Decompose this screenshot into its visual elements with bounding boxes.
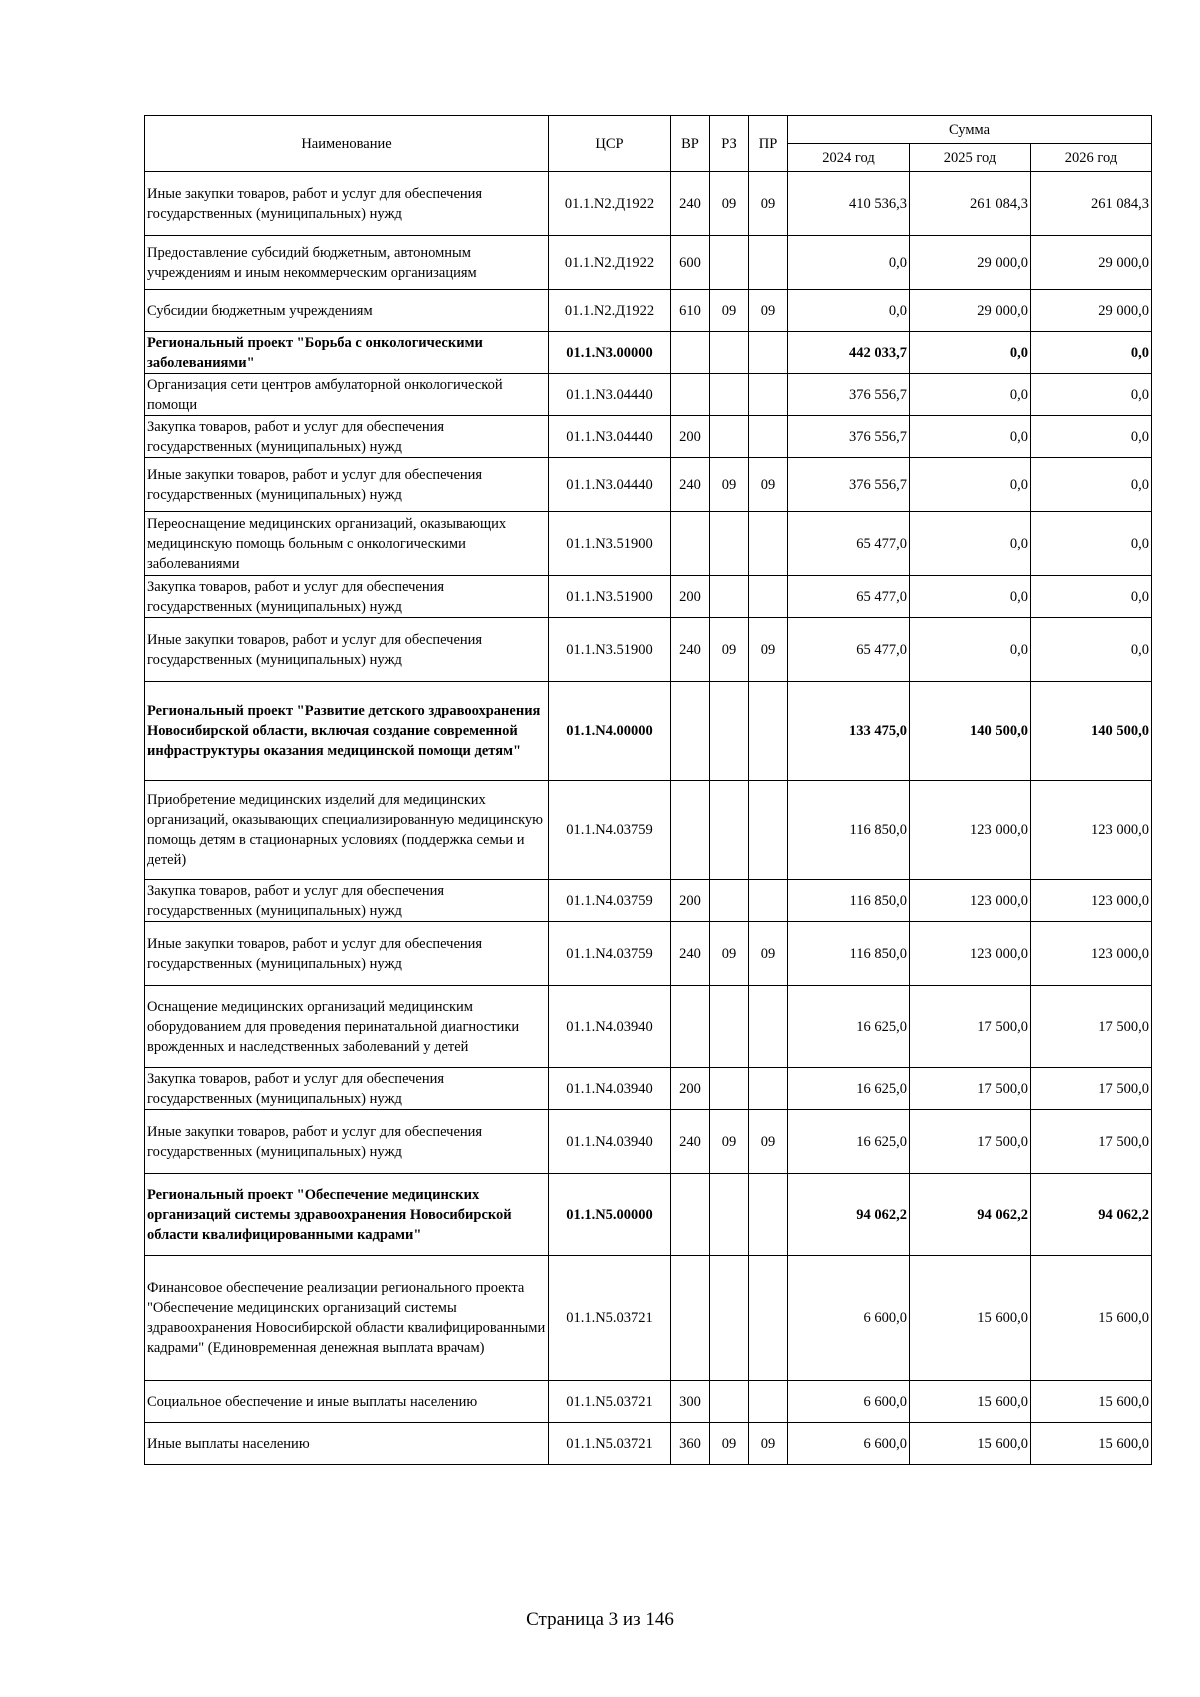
table-row bbox=[145, 1423, 1152, 1465]
cell-name: Иные выплаты населению bbox=[145, 1423, 549, 1465]
header-year-2025: 2025 год bbox=[910, 144, 1031, 172]
cell-2026: 17 500,0 bbox=[1031, 1068, 1152, 1110]
cell-pr bbox=[749, 1381, 788, 1423]
table-row bbox=[145, 374, 1152, 416]
table-row bbox=[145, 1174, 1152, 1256]
cell-2026: 0,0 bbox=[1031, 576, 1152, 618]
cell-csr: 01.1.N3.51900 bbox=[549, 512, 671, 576]
cell-2025: 0,0 bbox=[910, 512, 1031, 576]
table-row bbox=[145, 458, 1152, 512]
cell-csr: 01.1.N4.03940 bbox=[549, 1068, 671, 1110]
table-row bbox=[145, 1110, 1152, 1174]
cell-2024: 16 625,0 bbox=[788, 1110, 910, 1174]
table-row bbox=[145, 1068, 1152, 1110]
cell-2025: 0,0 bbox=[910, 618, 1031, 682]
cell-rz bbox=[710, 986, 749, 1068]
cell-vr bbox=[671, 512, 710, 576]
cell-pr: 09 bbox=[749, 172, 788, 236]
cell-csr: 01.1.N3.04440 bbox=[549, 416, 671, 458]
cell-name: Закупка товаров, работ и услуг для обеспечения государственных (муниципальных) нужд bbox=[145, 1068, 549, 1110]
cell-pr bbox=[749, 332, 788, 374]
cell-pr bbox=[749, 682, 788, 781]
cell-name: Иные закупки товаров, работ и услуг для обеспечения государственных (муниципальных) нужд bbox=[145, 458, 549, 512]
cell-csr: 01.1.N4.03759 bbox=[549, 781, 671, 880]
cell-pr: 09 bbox=[749, 290, 788, 332]
cell-2026: 29 000,0 bbox=[1031, 236, 1152, 290]
cell-rz: 09 bbox=[710, 922, 749, 986]
cell-2026: 0,0 bbox=[1031, 332, 1152, 374]
cell-2025: 0,0 bbox=[910, 374, 1031, 416]
cell-2025: 29 000,0 bbox=[910, 236, 1031, 290]
table-row bbox=[145, 416, 1152, 458]
cell-2025: 140 500,0 bbox=[910, 682, 1031, 781]
cell-2026: 0,0 bbox=[1031, 618, 1152, 682]
cell-2024: 116 850,0 bbox=[788, 922, 910, 986]
table-row bbox=[145, 1381, 1152, 1423]
cell-rz bbox=[710, 374, 749, 416]
header-year-2024: 2024 год bbox=[788, 144, 910, 172]
cell-2024: 6 600,0 bbox=[788, 1381, 910, 1423]
cell-2024: 442 033,7 bbox=[788, 332, 910, 374]
cell-csr: 01.1.N3.04440 bbox=[549, 374, 671, 416]
cell-pr: 09 bbox=[749, 922, 788, 986]
cell-rz bbox=[710, 682, 749, 781]
cell-name: Оснащение медицинских организаций медицинским оборудованием для проведения перинатальной диагностики врожденных и наследственных заболеваний у детей bbox=[145, 986, 549, 1068]
cell-2025: 123 000,0 bbox=[910, 880, 1031, 922]
header-pr: ПР bbox=[749, 116, 788, 172]
table-row bbox=[145, 682, 1152, 781]
cell-2025: 15 600,0 bbox=[910, 1256, 1031, 1381]
cell-2026: 123 000,0 bbox=[1031, 880, 1152, 922]
cell-pr: 09 bbox=[749, 618, 788, 682]
cell-2026: 15 600,0 bbox=[1031, 1256, 1152, 1381]
cell-csr: 01.1.N3.00000 bbox=[549, 332, 671, 374]
cell-csr: 01.1.N2.Д1922 bbox=[549, 172, 671, 236]
cell-vr bbox=[671, 682, 710, 781]
table-header bbox=[145, 116, 1152, 172]
cell-rz: 09 bbox=[710, 290, 749, 332]
cell-pr: 09 bbox=[749, 1423, 788, 1465]
cell-2024: 16 625,0 bbox=[788, 1068, 910, 1110]
cell-2026: 17 500,0 bbox=[1031, 1110, 1152, 1174]
cell-vr bbox=[671, 1256, 710, 1381]
cell-2026: 0,0 bbox=[1031, 374, 1152, 416]
cell-2025: 0,0 bbox=[910, 332, 1031, 374]
cell-2025: 17 500,0 bbox=[910, 1068, 1031, 1110]
cell-2024: 376 556,7 bbox=[788, 374, 910, 416]
cell-rz bbox=[710, 576, 749, 618]
cell-name: Региональный проект "Развитие детского здравоохранения Новосибирской области, включая создание современной инфраструктуры оказания медицинской помощи детям" bbox=[145, 682, 549, 781]
cell-pr bbox=[749, 512, 788, 576]
cell-vr: 240 bbox=[671, 172, 710, 236]
cell-2024: 65 477,0 bbox=[788, 512, 910, 576]
cell-2026: 15 600,0 bbox=[1031, 1381, 1152, 1423]
cell-pr bbox=[749, 1174, 788, 1256]
table-body bbox=[145, 172, 1152, 1465]
cell-vr bbox=[671, 781, 710, 880]
cell-vr: 240 bbox=[671, 618, 710, 682]
cell-csr: 01.1.N4.03940 bbox=[549, 986, 671, 1068]
cell-csr: 01.1.N5.03721 bbox=[549, 1256, 671, 1381]
table-row bbox=[145, 880, 1152, 922]
cell-2025: 29 000,0 bbox=[910, 290, 1031, 332]
table-row bbox=[145, 236, 1152, 290]
cell-vr: 240 bbox=[671, 458, 710, 512]
table-row bbox=[145, 1256, 1152, 1381]
cell-rz: 09 bbox=[710, 1110, 749, 1174]
cell-pr: 09 bbox=[749, 1110, 788, 1174]
cell-2025: 261 084,3 bbox=[910, 172, 1031, 236]
cell-rz: 09 bbox=[710, 172, 749, 236]
cell-2025: 0,0 bbox=[910, 576, 1031, 618]
cell-name: Переоснащение медицинских организаций, оказывающих медицинскую помощь больным с онкологическими заболеваниями bbox=[145, 512, 549, 576]
cell-2026: 0,0 bbox=[1031, 416, 1152, 458]
header-sum: Сумма bbox=[788, 116, 1152, 144]
cell-vr: 240 bbox=[671, 1110, 710, 1174]
cell-2026: 123 000,0 bbox=[1031, 781, 1152, 880]
header-csr: ЦСР bbox=[549, 116, 671, 172]
cell-name: Закупка товаров, работ и услуг для обеспечения государственных (муниципальных) нужд bbox=[145, 576, 549, 618]
cell-vr: 360 bbox=[671, 1423, 710, 1465]
cell-rz: 09 bbox=[710, 618, 749, 682]
cell-2024: 116 850,0 bbox=[788, 880, 910, 922]
cell-pr bbox=[749, 576, 788, 618]
header-name: Наименование bbox=[145, 116, 549, 172]
budget-table bbox=[144, 115, 1152, 1465]
cell-vr bbox=[671, 374, 710, 416]
cell-vr bbox=[671, 986, 710, 1068]
cell-2026: 29 000,0 bbox=[1031, 290, 1152, 332]
cell-2024: 94 062,2 bbox=[788, 1174, 910, 1256]
cell-vr: 200 bbox=[671, 416, 710, 458]
table-row bbox=[145, 781, 1152, 880]
cell-2024: 65 477,0 bbox=[788, 576, 910, 618]
cell-vr: 610 bbox=[671, 290, 710, 332]
cell-2025: 0,0 bbox=[910, 416, 1031, 458]
cell-name: Иные закупки товаров, работ и услуг для обеспечения государственных (муниципальных) нужд bbox=[145, 922, 549, 986]
cell-2025: 15 600,0 bbox=[910, 1381, 1031, 1423]
cell-csr: 01.1.N2.Д1922 bbox=[549, 290, 671, 332]
cell-csr: 01.1.N4.03759 bbox=[549, 880, 671, 922]
cell-rz bbox=[710, 781, 749, 880]
cell-vr: 200 bbox=[671, 576, 710, 618]
cell-pr bbox=[749, 986, 788, 1068]
cell-pr bbox=[749, 416, 788, 458]
cell-pr: 09 bbox=[749, 458, 788, 512]
cell-2026: 94 062,2 bbox=[1031, 1174, 1152, 1256]
cell-vr: 200 bbox=[671, 1068, 710, 1110]
cell-rz bbox=[710, 512, 749, 576]
table-row bbox=[145, 986, 1152, 1068]
table-row bbox=[145, 618, 1152, 682]
cell-2026: 0,0 bbox=[1031, 512, 1152, 576]
cell-pr bbox=[749, 374, 788, 416]
cell-2024: 16 625,0 bbox=[788, 986, 910, 1068]
cell-2025: 123 000,0 bbox=[910, 922, 1031, 986]
cell-rz bbox=[710, 1256, 749, 1381]
cell-pr bbox=[749, 1256, 788, 1381]
cell-name: Социальное обеспечение и иные выплаты населению bbox=[145, 1381, 549, 1423]
cell-name: Приобретение медицинских изделий для медицинских организаций, оказывающих специализированную медицинскую помощь детям в стационарных условиях (поддержка семьи и детей) bbox=[145, 781, 549, 880]
cell-2024: 6 600,0 bbox=[788, 1256, 910, 1381]
cell-2024: 116 850,0 bbox=[788, 781, 910, 880]
cell-2026: 140 500,0 bbox=[1031, 682, 1152, 781]
cell-2024: 376 556,7 bbox=[788, 416, 910, 458]
cell-csr: 01.1.N4.00000 bbox=[549, 682, 671, 781]
cell-2026: 17 500,0 bbox=[1031, 986, 1152, 1068]
cell-name: Финансовое обеспечение реализации регионального проекта "Обеспечение медицинских организаций системы здравоохранения Новосибирской области квалифицированными кадрами" (Единовременная денежная выплата врачам) bbox=[145, 1256, 549, 1381]
cell-vr bbox=[671, 1174, 710, 1256]
cell-2024: 0,0 bbox=[788, 236, 910, 290]
cell-pr bbox=[749, 236, 788, 290]
cell-2024: 65 477,0 bbox=[788, 618, 910, 682]
cell-csr: 01.1.N4.03940 bbox=[549, 1110, 671, 1174]
cell-2026: 261 084,3 bbox=[1031, 172, 1152, 236]
cell-vr: 240 bbox=[671, 922, 710, 986]
cell-csr: 01.1.N5.03721 bbox=[549, 1381, 671, 1423]
cell-name: Организация сети центров амбулаторной онкологической помощи bbox=[145, 374, 549, 416]
cell-2026: 0,0 bbox=[1031, 458, 1152, 512]
cell-rz bbox=[710, 416, 749, 458]
cell-2026: 123 000,0 bbox=[1031, 922, 1152, 986]
cell-vr bbox=[671, 332, 710, 374]
cell-rz bbox=[710, 236, 749, 290]
cell-2025: 15 600,0 bbox=[910, 1423, 1031, 1465]
cell-pr bbox=[749, 1068, 788, 1110]
cell-name: Субсидии бюджетным учреждениям bbox=[145, 290, 549, 332]
table-row bbox=[145, 332, 1152, 374]
cell-rz bbox=[710, 332, 749, 374]
table-row bbox=[145, 512, 1152, 576]
header-vr: ВР bbox=[671, 116, 710, 172]
cell-name: Иные закупки товаров, работ и услуг для обеспечения государственных (муниципальных) нужд bbox=[145, 172, 549, 236]
cell-csr: 01.1.N2.Д1922 bbox=[549, 236, 671, 290]
cell-2025: 123 000,0 bbox=[910, 781, 1031, 880]
table-row bbox=[145, 922, 1152, 986]
cell-csr: 01.1.N3.04440 bbox=[549, 458, 671, 512]
cell-rz bbox=[710, 1381, 749, 1423]
header-rz: РЗ bbox=[710, 116, 749, 172]
cell-csr: 01.1.N5.00000 bbox=[549, 1174, 671, 1256]
cell-2025: 17 500,0 bbox=[910, 1110, 1031, 1174]
cell-2024: 376 556,7 bbox=[788, 458, 910, 512]
table-row bbox=[145, 172, 1152, 236]
cell-2024: 0,0 bbox=[788, 290, 910, 332]
cell-2025: 17 500,0 bbox=[910, 986, 1031, 1068]
cell-vr: 300 bbox=[671, 1381, 710, 1423]
cell-pr bbox=[749, 781, 788, 880]
cell-2024: 410 536,3 bbox=[788, 172, 910, 236]
cell-csr: 01.1.N4.03759 bbox=[549, 922, 671, 986]
cell-csr: 01.1.N5.03721 bbox=[549, 1423, 671, 1465]
cell-csr: 01.1.N3.51900 bbox=[549, 618, 671, 682]
cell-2024: 6 600,0 bbox=[788, 1423, 910, 1465]
cell-rz bbox=[710, 880, 749, 922]
header-year-2026: 2026 год bbox=[1031, 144, 1152, 172]
cell-rz: 09 bbox=[710, 458, 749, 512]
cell-name: Закупка товаров, работ и услуг для обеспечения государственных (муниципальных) нужд bbox=[145, 880, 549, 922]
cell-vr: 200 bbox=[671, 880, 710, 922]
cell-name: Региональный проект "Борьба с онкологическими заболеваниями" bbox=[145, 332, 549, 374]
table-row bbox=[145, 290, 1152, 332]
cell-name: Закупка товаров, работ и услуг для обеспечения государственных (муниципальных) нужд bbox=[145, 416, 549, 458]
cell-csr: 01.1.N3.51900 bbox=[549, 576, 671, 618]
cell-2026: 15 600,0 bbox=[1031, 1423, 1152, 1465]
cell-2024: 133 475,0 bbox=[788, 682, 910, 781]
cell-name: Предоставление субсидий бюджетным, автономным учреждениям и иным некоммерческим организациям bbox=[145, 236, 549, 290]
cell-name: Региональный проект "Обеспечение медицинских организаций системы здравоохранения Новосибирской области квалифицированными кадрами" bbox=[145, 1174, 549, 1256]
table-row bbox=[145, 576, 1152, 618]
page-number: Страница 3 из 146 bbox=[526, 1609, 674, 1630]
cell-rz bbox=[710, 1174, 749, 1256]
cell-rz: 09 bbox=[710, 1423, 749, 1465]
cell-2025: 0,0 bbox=[910, 458, 1031, 512]
cell-name: Иные закупки товаров, работ и услуг для обеспечения государственных (муниципальных) нужд bbox=[145, 618, 549, 682]
cell-rz bbox=[710, 1068, 749, 1110]
cell-vr: 600 bbox=[671, 236, 710, 290]
cell-2025: 94 062,2 bbox=[910, 1174, 1031, 1256]
cell-pr bbox=[749, 880, 788, 922]
cell-name: Иные закупки товаров, работ и услуг для обеспечения государственных (муниципальных) нужд bbox=[145, 1110, 549, 1174]
